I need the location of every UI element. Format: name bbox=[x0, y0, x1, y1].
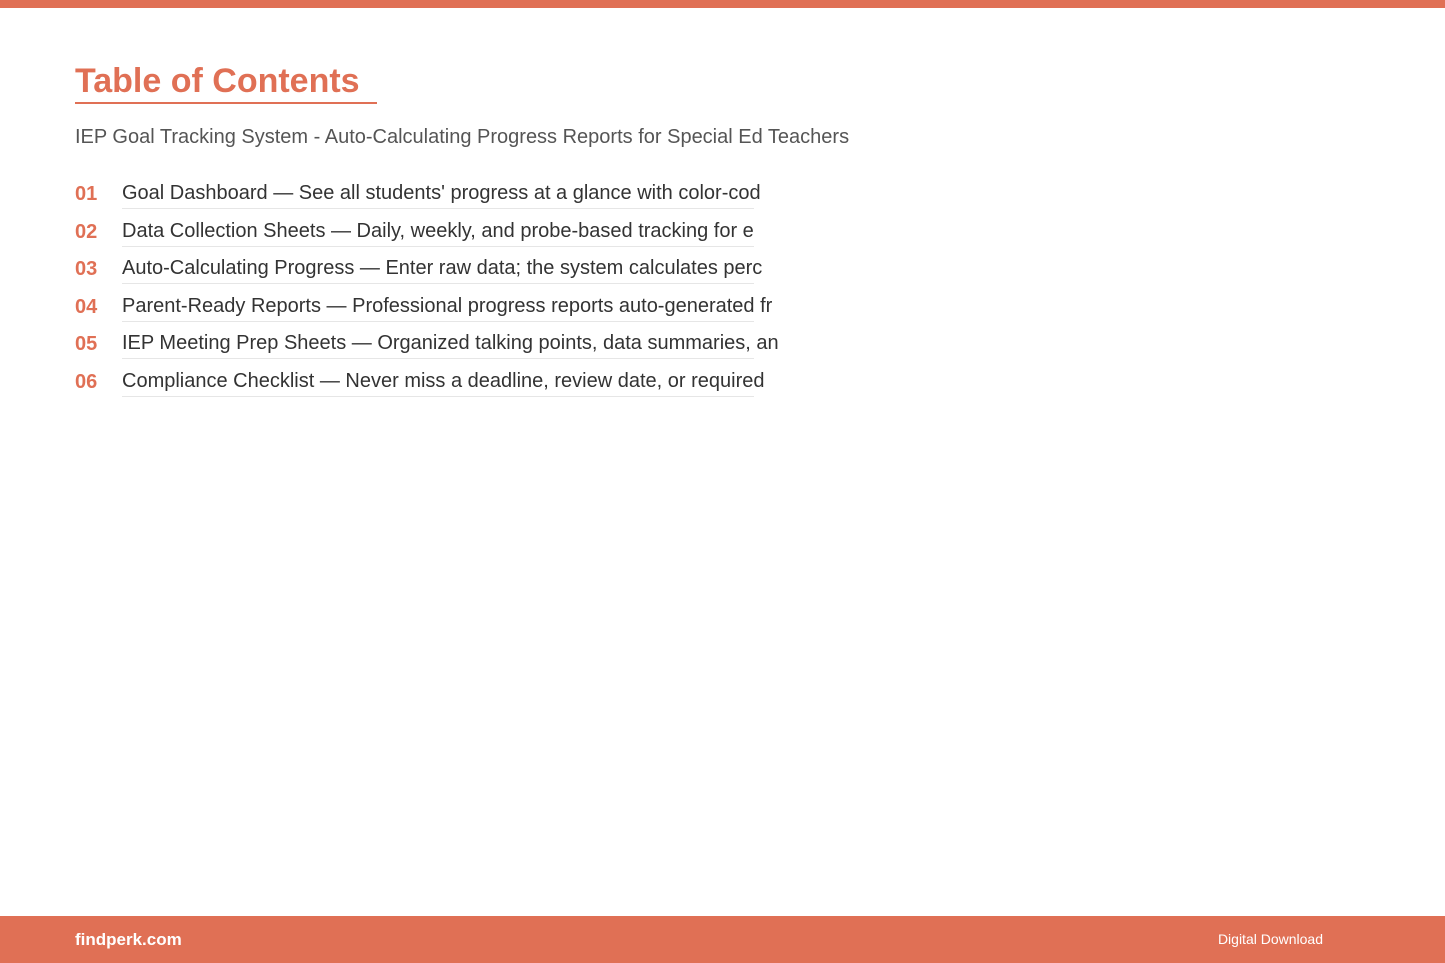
toc-item-entry bbox=[122, 178, 761, 209]
toc-item-text: Parent-Ready Reports — Professional progress reports auto-generated fr bbox=[122, 294, 773, 317]
footer-brand-link[interactable]: findperk.com bbox=[75, 930, 182, 949]
toc-item-number: 04 bbox=[75, 295, 98, 318]
footer-tag: Digital Download bbox=[1217, 931, 1323, 947]
toc-item[interactable] bbox=[75, 366, 835, 404]
toc-item-entry bbox=[122, 216, 754, 247]
toc-item-number: 02 bbox=[75, 220, 98, 243]
toc-item-text: IEP Meeting Prep Sheets — Organized talking points, data summaries, an bbox=[122, 332, 779, 355]
toc-item-entry bbox=[122, 291, 773, 322]
toc-item-entry bbox=[122, 328, 779, 359]
toc-item-text: Compliance Checklist — Never miss a deadline, review date, or required bbox=[122, 369, 765, 392]
toc-item-number: 06 bbox=[75, 370, 98, 393]
toc-item-number: 01 bbox=[75, 183, 98, 205]
toc-item[interactable] bbox=[75, 291, 835, 329]
footer-bar bbox=[0, 916, 1445, 963]
top-accent-bar bbox=[0, 0, 1445, 8]
toc-item-entry bbox=[122, 366, 765, 397]
title-underline bbox=[75, 102, 377, 104]
toc-item-entry bbox=[122, 253, 763, 284]
toc-item[interactable] bbox=[75, 178, 835, 216]
toc-item-number: 05 bbox=[75, 333, 98, 356]
page-subtitle: IEP Goal Tracking System - Auto-Calculating Progress Reports for Special Ed Teachers bbox=[75, 126, 850, 148]
toc-item[interactable] bbox=[75, 216, 835, 254]
toc-item-text: Goal Dashboard — See all students' progress at a glance with color-cod bbox=[122, 182, 761, 204]
toc-item-text: Auto-Calculating Progress — Enter raw data; the system calculates perc bbox=[122, 257, 763, 280]
toc-list bbox=[75, 178, 835, 404]
toc-item-number: 03 bbox=[75, 258, 98, 281]
toc-item[interactable] bbox=[75, 253, 835, 291]
toc-item[interactable] bbox=[75, 328, 835, 366]
page-title: Table of Contents bbox=[75, 62, 360, 100]
toc-item-text: Data Collection Sheets — Daily, weekly, and probe-based tracking for e bbox=[122, 219, 754, 242]
